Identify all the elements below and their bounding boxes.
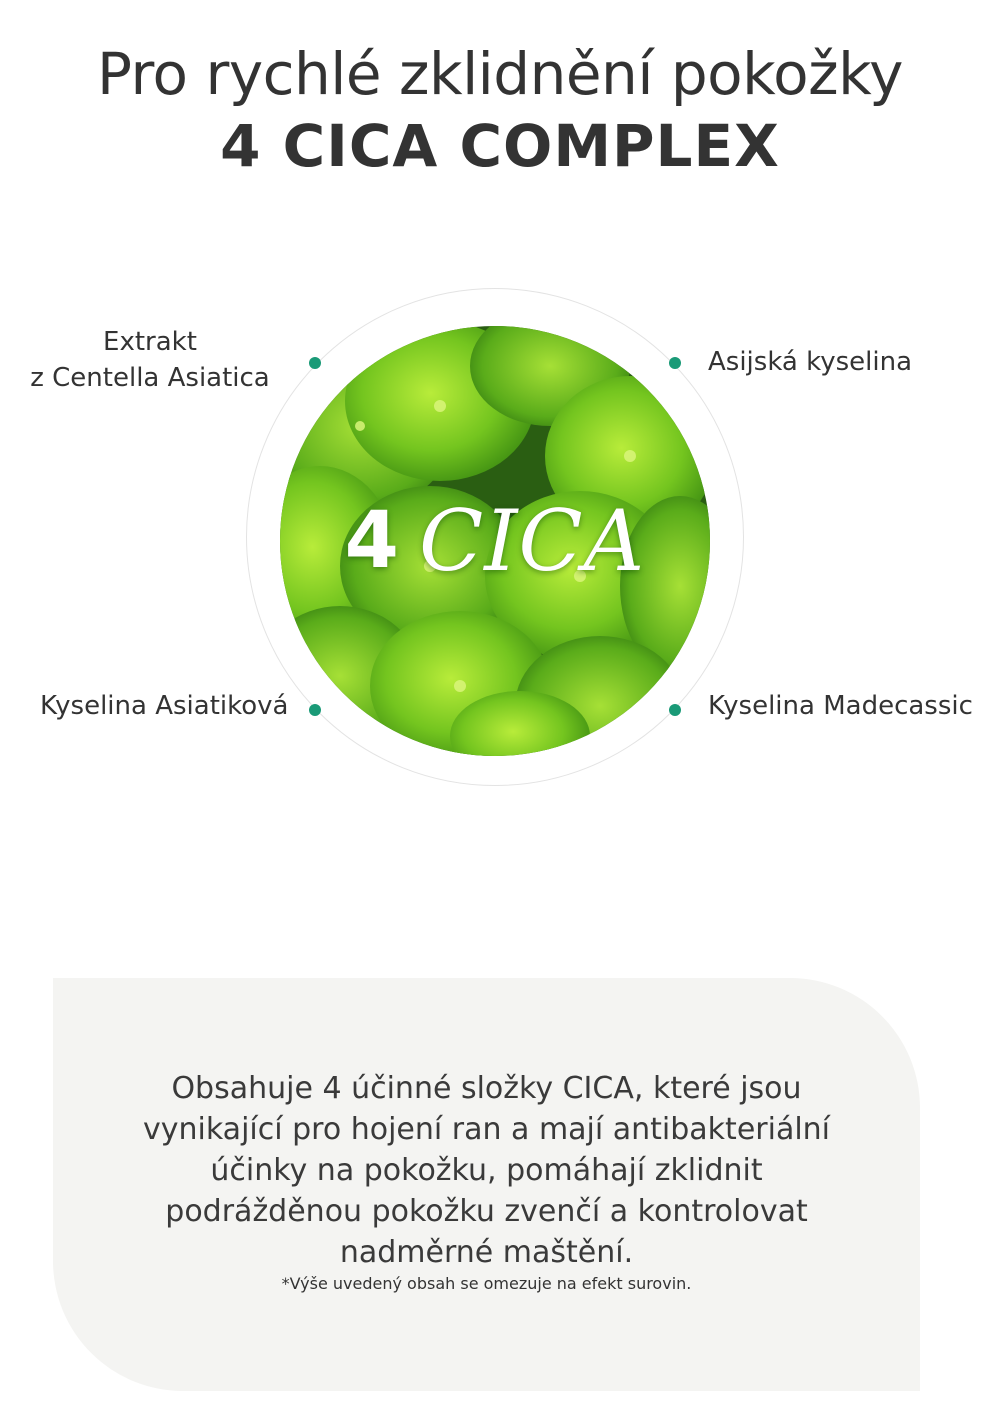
dot-bottom-left: [309, 704, 321, 716]
description-panel: [53, 978, 920, 1391]
center-badge: [280, 326, 710, 756]
ingredient-centella-extract: [20, 324, 280, 396]
ingredient-asiatic-acid: Kyselina Asiatiková: [40, 691, 289, 721]
dot-top-left: [309, 357, 321, 369]
ingredient-centella-line2: z Centella Asiatica: [30, 363, 270, 393]
disclaimer-note: *Výše uvedený obsah se omezuje na efekt surovin.: [281, 1274, 692, 1293]
center-number: 4: [344, 496, 399, 586]
dot-top-right: [669, 357, 681, 369]
dot-bottom-right: [669, 704, 681, 716]
ingredient-madecassic-acid: Kyselina Madecassic: [708, 691, 973, 721]
cica-diagram: [0, 270, 1000, 810]
description-text: Obsahuje 4 účinné složky CICA, které jsou vynikající pro hojení ran a mají antibakteriální účinky na pokožku, pomáhají zklidnit podrážděnou pokožku zvenčí a kontrolovat nadměrné maštění.: [142, 1071, 831, 1270]
headline-line-1: Pro rychlé zklidnění pokožky: [97, 40, 903, 108]
ingredient-centella-line1: Extrakt: [103, 327, 197, 357]
ingredient-asian-acid: Asijská kyselina: [708, 347, 913, 377]
headline-line-2: 4 CICA COMPLEX: [220, 112, 780, 180]
center-word: CICA: [418, 492, 646, 590]
